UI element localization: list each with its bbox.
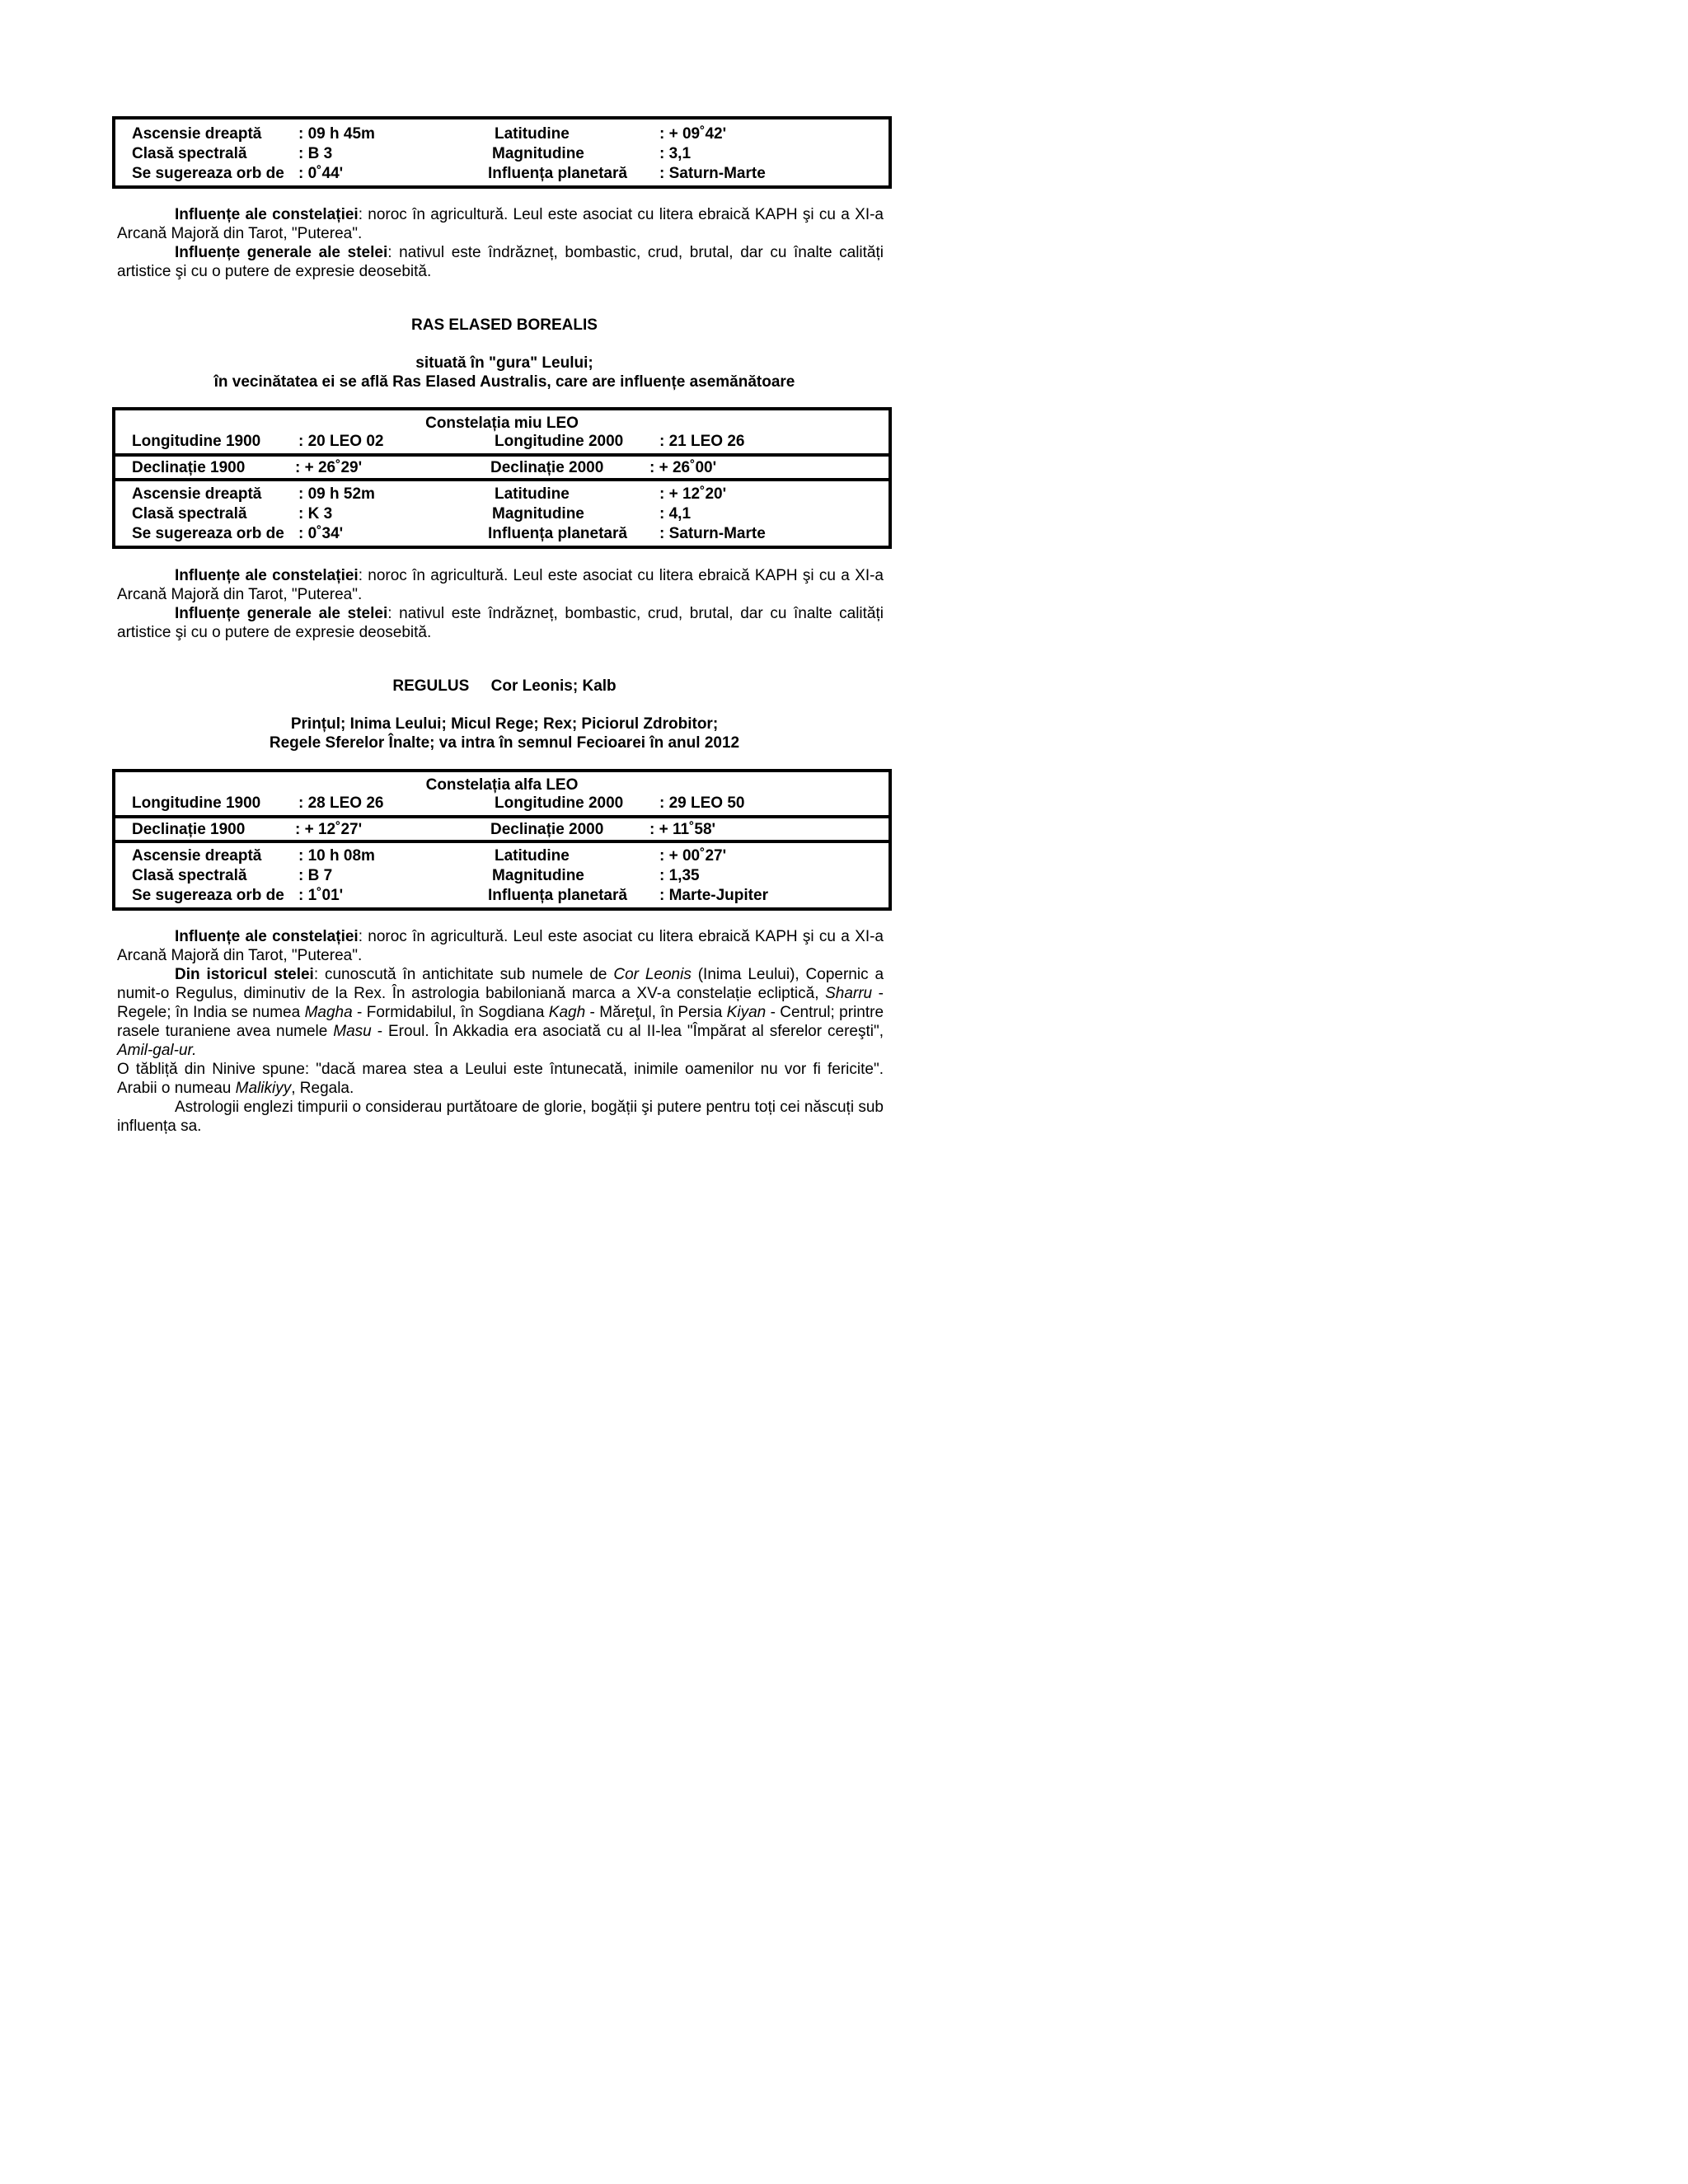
star3-title: REGULUS Cor Leonis; Kalb: [392, 677, 617, 695]
history-text: - Eroul. În Akkadia era asociată cu al II-lea "Împărat al sferelor cereşti",: [371, 1023, 884, 1040]
constellation-influence-heading: Influențe ale constelației: [175, 567, 359, 584]
history-italic: Sharru: [825, 985, 873, 1002]
longitude-1900-label: Longitudine 1900: [132, 433, 261, 450]
star3-subtitle-2: Regele Sferelor Înalte; va intra în semnul Fecioarei în anul 2012: [269, 734, 740, 752]
history-text: : cunoscută în antichitate sub numele de: [313, 966, 614, 983]
tablet-text: , Regala.: [291, 1080, 354, 1097]
magnitude-value: : 1,35: [659, 867, 700, 884]
history-italic: Magha: [304, 1004, 353, 1021]
declination-1900-value: : + 12˚27ʹ: [295, 821, 363, 838]
star-influence-heading: Influențe generale ale stelei: [175, 605, 388, 622]
history-text: - Regele; în India se numea: [117, 985, 884, 1021]
longitude-2000-value: : 29 LEO 50: [659, 794, 745, 812]
magnitude-value: : 3,1: [659, 145, 692, 162]
spectral-label: Clasă spectrală: [132, 505, 247, 523]
tablet-italic: Malikiyy: [235, 1080, 292, 1097]
history-text: - Măreţul, în Persia: [585, 1004, 727, 1021]
star2-influences: [117, 566, 884, 642]
orb-label: Se sugereaza orb de: [132, 525, 284, 542]
magnitude-label: Magnitudine: [492, 867, 584, 884]
orb-label: Se sugereaza orb de: [132, 165, 284, 182]
orb-value: : 0˚34ʹ: [298, 525, 344, 542]
star1-position-section: [115, 120, 889, 185]
declination-1900-label: Declinație 1900: [132, 821, 246, 838]
magnitude-label: Magnitudine: [492, 145, 584, 162]
longitude-2000-label: Longitudine 2000: [495, 433, 624, 450]
constellation-influence-heading: Influențe ale constelației: [175, 206, 359, 223]
ra-value: : 09 h 45m: [298, 125, 375, 143]
star-influence-heading: Influențe generale ale stelei: [175, 244, 388, 261]
orb-value: : 0˚44ʹ: [298, 165, 344, 182]
ra-label: Ascensie dreaptă: [132, 847, 262, 865]
declination-1900-label: Declinație 1900: [132, 459, 246, 476]
star2-declination-section: [115, 453, 889, 478]
planetary-influence-label: Influența planetară: [488, 165, 627, 182]
history-italic: Masu: [333, 1023, 372, 1040]
star-influence-text: : nativul este îndrăzneț, bombastic, crud, brutal, dar cu înalte calități artistice şi cu o putere de expresie deosebită.: [117, 244, 884, 280]
magnitude-label: Magnitudine: [492, 505, 584, 523]
longitude-1900-value: : 28 LEO 26: [298, 794, 384, 812]
ra-value: : 09 h 52m: [298, 485, 375, 503]
magnitude-value: : 4,1: [659, 505, 692, 523]
planetary-influence-value: : Marte-Jupiter: [659, 887, 768, 904]
astrologers-text: Astrologii englezi timpurii o considerau purtătoare de glorie, bogății şi putere pentru toți cei născuți sub influența sa.: [117, 1099, 884, 1135]
history-italic: Kagh: [548, 1004, 586, 1021]
declination-2000-value: : + 26˚00ʹ: [649, 459, 717, 476]
star1-influences: [117, 205, 884, 281]
star2-position-section: [115, 478, 889, 546]
constellation-influence-text: : noroc în agricultură. Leul este asociat cu litera ebraică KAPH şi cu a XI-a Arcană Majoră din Tarot, "Puterea".: [117, 567, 884, 603]
declination-2000-value: : + 11˚58ʹ: [649, 821, 716, 838]
declination-1900-value: : + 26˚29ʹ: [295, 459, 363, 476]
star3-longitude-section: [115, 772, 889, 815]
star-influence-text: : nativul este îndrăzneț, bombastic, crud, brutal, dar cu înalte calități artistice şi cu o putere de expresie deosebită.: [117, 605, 884, 641]
ra-value: : 10 h 08m: [298, 847, 375, 865]
constellation-influence-heading: Influențe ale constelației: [175, 928, 359, 945]
star1-data-box: [112, 116, 892, 189]
ra-label: Ascensie dreaptă: [132, 125, 262, 143]
constellation-influence-text: : noroc în agricultură. Leul este asociat cu litera ebraică KAPH şi cu a XI-a Arcană Majoră din Tarot, "Puterea".: [117, 928, 884, 964]
history-heading: Din istoricul stelei: [175, 966, 314, 983]
tablet-text: O tăbliță din Ninive spune: "dacă marea stea a Leului este întunecată, inimile oamenilor nu vor fi fericite". Arabii o numeau: [117, 1061, 884, 1097]
declination-2000-label: Declinație 2000: [490, 821, 604, 838]
spectral-label: Clasă spectrală: [132, 867, 247, 884]
star3-subtitle-1: Prințul; Inima Leului; Micul Rege; Rex; Piciorul Zdrobitor;: [290, 715, 719, 733]
star2-constellation: Constelația miu LEO: [425, 415, 579, 432]
star3-constellation: Constelația alfa LEO: [425, 776, 579, 794]
star2-longitude-section: [115, 410, 889, 453]
planetary-influence-label: Influența planetară: [488, 887, 627, 904]
longitude-2000-label: Longitudine 2000: [495, 794, 624, 812]
orb-value: : 1˚01ʹ: [298, 887, 344, 904]
star2-data-box: [112, 407, 892, 549]
history-text: - Formidabilul, în Sogdiana: [352, 1004, 549, 1021]
latitude-value: : + 12˚20ʹ: [659, 485, 727, 503]
star3-declination-section: [115, 815, 889, 840]
latitude-label: Latitudine: [495, 125, 570, 143]
history-text: (Inima Leului), Copernic a numit-o Regulus, diminutiv de la Rex. În astrologia babiloniană marca a XV-a constelație ecliptică,: [117, 966, 884, 1002]
star2-title: RAS ELASED BOREALIS: [411, 316, 598, 334]
ra-label: Ascensie dreaptă: [132, 485, 262, 503]
planetary-influence-label: Influența planetară: [488, 525, 627, 542]
history-italic: Amil-gal-ur.: [117, 1042, 197, 1059]
latitude-value: : + 09˚42ʹ: [659, 125, 727, 143]
longitude-2000-value: : 21 LEO 26: [659, 433, 745, 450]
latitude-label: Latitudine: [495, 847, 570, 865]
spectral-value: : B 3: [298, 145, 333, 162]
star2-subtitle-1: situată în "gura" Leului;: [415, 354, 593, 372]
constellation-influence-text: : noroc în agricultură. Leul este asociat cu litera ebraică KAPH şi cu a XI-a Arcană Majoră din Tarot, "Puterea".: [117, 206, 884, 242]
history-italic: Kiyan: [726, 1004, 767, 1021]
latitude-value: : + 00˚27ʹ: [659, 847, 727, 865]
history-text: - Centrul; printre rasele turaniene avea numele: [117, 1004, 884, 1040]
star3-position-section: [115, 840, 889, 907]
star2-subtitle-2: în vecinătatea ei se află Ras Elased Australis, care are influențe asemănătoare: [213, 373, 795, 391]
planetary-influence-value: : Saturn-Marte: [659, 165, 766, 182]
longitude-1900-value: : 20 LEO 02: [298, 433, 384, 450]
latitude-label: Latitudine: [495, 485, 570, 503]
star3-text: [117, 927, 884, 1136]
history-italic: Cor Leonis: [613, 966, 692, 983]
planetary-influence-value: : Saturn-Marte: [659, 525, 766, 542]
spectral-value: : B 7: [298, 867, 333, 884]
orb-label: Se sugereaza orb de: [132, 887, 284, 904]
longitude-1900-label: Longitudine 1900: [132, 794, 261, 812]
declination-2000-label: Declinație 2000: [490, 459, 604, 476]
spectral-label: Clasă spectrală: [132, 145, 247, 162]
spectral-value: : K 3: [298, 505, 333, 523]
star3-data-box: [112, 769, 892, 911]
